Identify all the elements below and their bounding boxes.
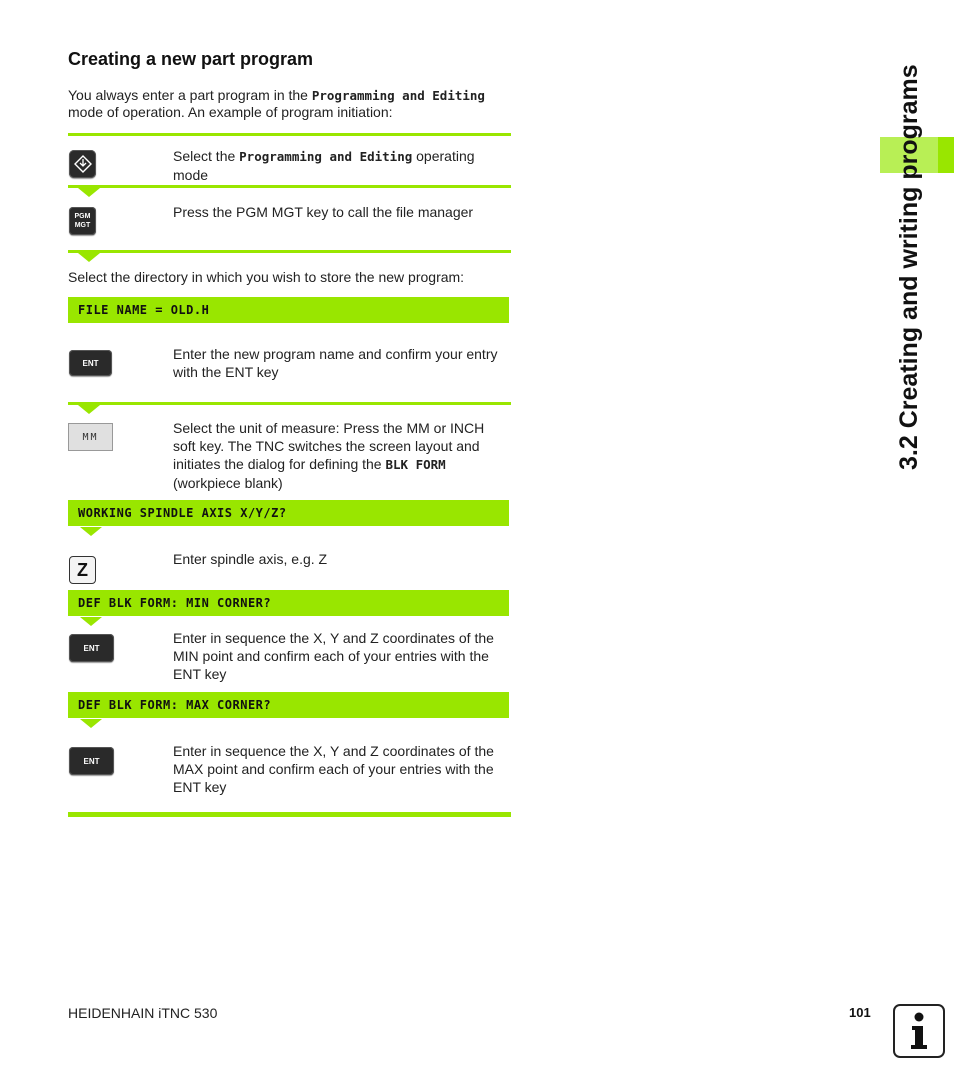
- step-unit-of-measure: Select the unit of measure: Press the MM or INCH soft key. The TNC switches the screen layout and initiates the dialog for defining the BLK FORM (workpiece blank): [173, 420, 485, 491]
- ent-key[interactable]: ENT: [69, 634, 114, 662]
- ent-key[interactable]: ENT: [69, 747, 114, 775]
- step-spindle-axis: Enter spindle axis, e.g. Z: [173, 551, 328, 567]
- intro-after: mode of operation. An example of program initiation:: [68, 104, 393, 120]
- step-max-corner: Enter in sequence the X, Y and Z coordinates of the MAX point and confirm each of your entries with the ENT key: [173, 743, 494, 795]
- dialog-bar-spindle-axis: WORKING SPINDLE AXIS X/Y/Z?: [68, 500, 509, 526]
- divider-line: [68, 250, 511, 253]
- arrow-down-icon: [78, 253, 100, 262]
- arrow-down-icon: [80, 719, 102, 728]
- dialog-bar-min-corner: DEF BLK FORM: MIN CORNER?: [68, 590, 509, 616]
- page-number: 101: [849, 1005, 871, 1020]
- footer-product: HEIDENHAIN iTNC 530: [68, 1005, 218, 1021]
- directory-text: Select the directory in which you wish to store the new program:: [68, 269, 465, 285]
- info-icon: [893, 1004, 945, 1058]
- divider-line: [68, 133, 511, 136]
- z-axis-key[interactable]: Z: [69, 556, 96, 584]
- section-end-line: [68, 812, 511, 817]
- divider-line: [68, 402, 511, 405]
- arrow-down-icon: [80, 527, 102, 536]
- step-programming-mode: Select the Programming and Editing operating mode: [173, 148, 475, 183]
- arrow-down-icon: [80, 617, 102, 626]
- dialog-bar-max-corner: DEF BLK FORM: MAX CORNER?: [68, 692, 509, 718]
- programming-mode-icon: [73, 154, 93, 174]
- intro-mode: Programming and Editing: [311, 88, 485, 103]
- step-enter-name: Enter the new program name and confirm your entry with the ENT key: [173, 346, 498, 380]
- divider-line: [68, 185, 511, 188]
- step-min-corner: Enter in sequence the X, Y and Z coordinates of the MIN point and confirm each of your entries with the ENT key: [173, 630, 494, 682]
- intro-paragraph: [68, 87, 508, 121]
- arrow-down-icon: [78, 405, 100, 414]
- dialog-bar-file-name: FILE NAME = OLD.H: [68, 297, 509, 323]
- ent-key[interactable]: ENT: [69, 350, 112, 376]
- step-pgm-mgt: Press the PGM MGT key to call the file manager: [173, 204, 474, 220]
- pgm-mgt-key[interactable]: PGM MGT: [69, 207, 96, 235]
- chapter-side-title: 3.2 Creating and writing programs: [895, 64, 923, 470]
- programming-mode-key[interactable]: [69, 150, 96, 178]
- mm-soft-key[interactable]: MM: [68, 423, 113, 451]
- page-title: Creating a new part program: [68, 49, 314, 69]
- arrow-down-icon: [78, 188, 100, 197]
- intro-before: You always enter a part program in the: [68, 87, 312, 103]
